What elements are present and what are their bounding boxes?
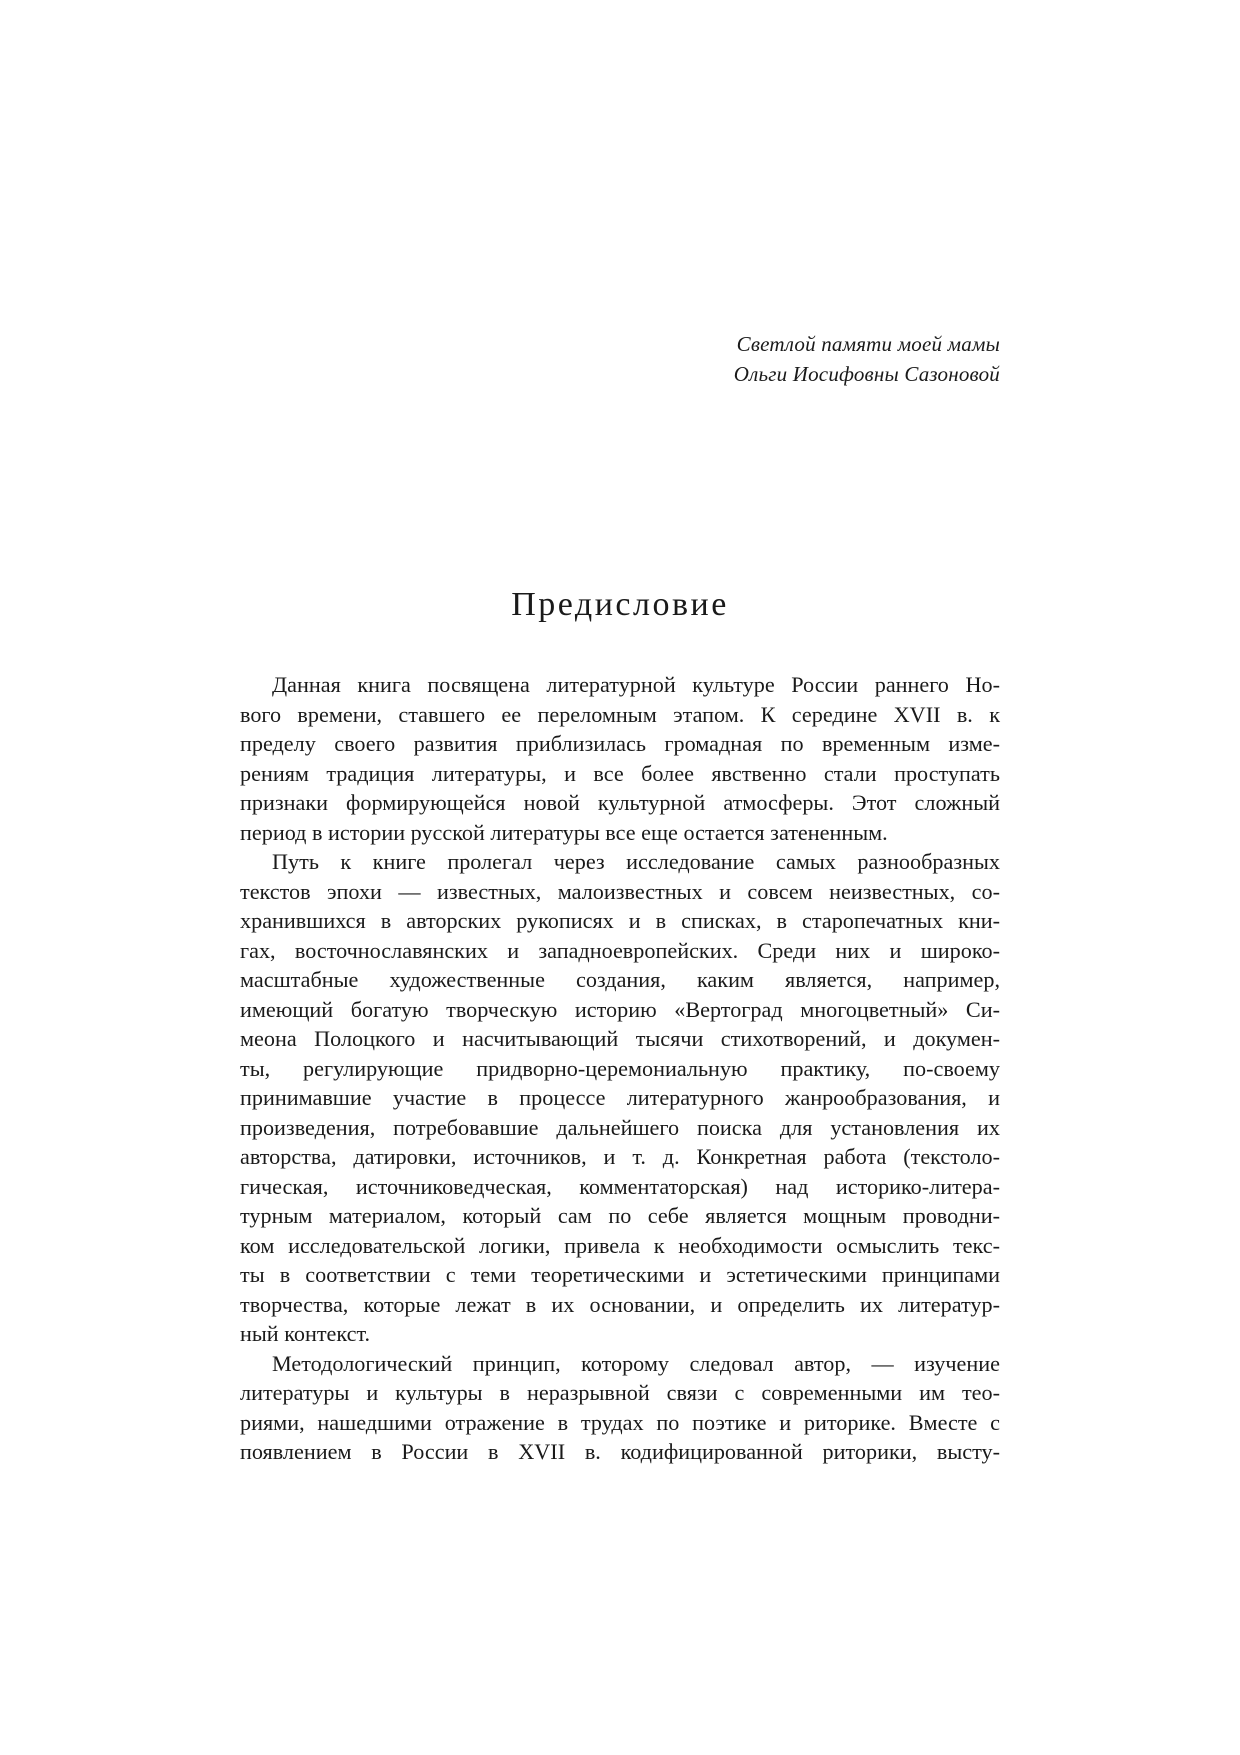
dedication-line-2: Ольги Иосифовны Сазоновой: [733, 362, 1000, 386]
text-line: принимавшие участие в процессе литературного жанрообразования, и: [240, 1085, 1000, 1110]
text-line: меона Полоцкого и насчитывающий тысячи стихотворений, и докумен-: [240, 1026, 1000, 1051]
text-line: текстов эпохи — известных, малоизвестных и совсем неизвестных, со-: [240, 878, 1000, 904]
dedication: [734, 329, 1000, 389]
text-line: масштабные художественные создания, каким является, например,: [240, 967, 1000, 992]
text-line: период в истории русской литературы все еще остается затененным.: [240, 819, 888, 845]
text-line: пределу своего развития приблизилась громадная по временным изме-: [240, 731, 1000, 756]
text-line: гах, восточнославянских и западноевропейских. Среди них и широко-: [240, 937, 1000, 963]
text-line: хранившихся в авторских рукописях и в списках, в старопечатных кни-: [240, 908, 1000, 933]
text-line: ный контекст.: [240, 1321, 371, 1346]
paragraph-3: [240, 1349, 1000, 1467]
paragraph-2: [240, 847, 1000, 1349]
dedication-line-1: Светлой памяти моей мамы: [736, 332, 1000, 356]
text-line: вого времени, ставшего ее переломным этапом. К середине XVII в. к: [240, 701, 1000, 727]
text-line: Данная книга посвящена литературной культуре России раннего Но-: [272, 672, 1000, 697]
text-line: появлением в России в XVII в. кодифицированной риторики, высту-: [240, 1439, 1000, 1464]
body-text: [240, 670, 1000, 1467]
chapter-title: Предисловие: [511, 586, 729, 623]
text-line: произведения, потребовавшие дальнейшего поиска для установления их: [240, 1114, 1000, 1140]
text-line: риями, нашедшими отражение в трудах по поэтике и риторике. Вместе с: [240, 1409, 1000, 1435]
text-line: ты, регулирующие придворно-церемониальную практику, по-своему: [240, 1055, 1000, 1081]
text-line: авторства, датировки, источников, и т. д. Конкретная работа (текстоло-: [240, 1144, 1000, 1169]
paragraph-1: [240, 670, 1000, 847]
text-line: литературы и культуры в неразрывной связи с современными им тео-: [240, 1380, 1000, 1405]
text-line: гическая, источниковедческая, комментаторская) над историко-литера-: [240, 1173, 1000, 1199]
text-line: рениям традиция литературы, и все более явственно стали проступать: [240, 760, 1000, 786]
text-line: имеющий богатую творческую историю «Вертоград многоцветный» Си-: [240, 996, 1000, 1022]
text-line: Путь к книге пролегал через исследование самых разнообразных: [272, 849, 1000, 874]
text-line: Методологический принцип, которому следовал автор, — изучение: [272, 1350, 1000, 1376]
text-line: ком исследовательской логики, привела к необходимости осмыслить текс-: [240, 1232, 1000, 1258]
text-line: ты в соответствии с теми теоретическими и эстетическими принципами: [240, 1262, 1000, 1287]
text-line: признаки формирующейся новой культурной атмосферы. Этот сложный: [240, 790, 1000, 815]
text-line: творчества, которые лежат в их основании, и определить их литератур-: [240, 1291, 1000, 1317]
text-line: турным материалом, который сам по себе является мощным проводни-: [240, 1203, 1000, 1228]
